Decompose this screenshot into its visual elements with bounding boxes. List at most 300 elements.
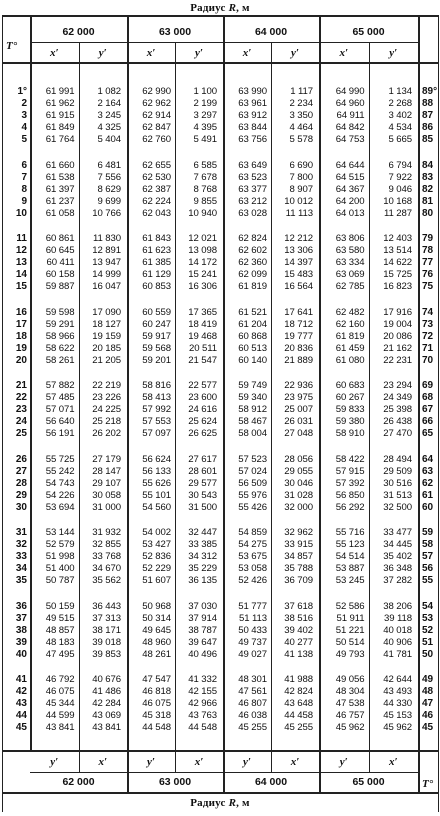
cell-y: 41 781 [383, 648, 412, 660]
cell-y: 41 138 [284, 648, 313, 660]
angle-right: 83 [422, 171, 434, 183]
angle-right: 75 [422, 281, 434, 292]
cell-y: 34 312 [188, 551, 217, 562]
cell-x: 53 427 [142, 539, 171, 550]
cell-x: 62 962 [142, 98, 171, 109]
subcolumn-header: x′ [339, 47, 349, 59]
cell-y: 3 350 [289, 110, 313, 121]
cell-x: 51 221 [335, 624, 365, 636]
cell-x: 44 548 [142, 722, 171, 733]
caption-symbol: R [228, 797, 237, 809]
cell-x: 46 075 [45, 686, 75, 697]
cell-x: 53 245 [335, 575, 365, 586]
cell-y: 34 857 [284, 551, 313, 562]
cell-y: 26 031 [284, 416, 313, 427]
cell-y: 41 988 [284, 674, 313, 685]
cell-x: 45 318 [142, 710, 171, 721]
cell-y: 4 534 [388, 122, 412, 133]
angle-left: 12 [15, 245, 27, 256]
angle-right: 56 [422, 563, 434, 574]
cell-y: 19 777 [284, 330, 313, 342]
cell-y: 39 402 [284, 624, 313, 636]
cell-y: 22 219 [92, 380, 121, 391]
cell-x: 52 586 [335, 600, 365, 612]
cell-x: 56 191 [45, 428, 75, 439]
cell-x: 63 806 [335, 233, 365, 244]
angle-left: 24 [15, 416, 27, 427]
cell-y: 45 962 [383, 722, 412, 733]
angle-right: 86 [422, 122, 434, 133]
radius-footer: 65 000 [352, 776, 385, 788]
cell-x: 55 101 [142, 489, 171, 501]
angle-left: 31 [15, 527, 27, 538]
cell-x: 51 400 [45, 563, 75, 574]
rule-line [2, 15, 438, 17]
caption-prefix: Радиус [190, 2, 226, 14]
cell-x: 57 097 [142, 428, 171, 439]
cell-y: 10 168 [383, 195, 412, 207]
angle-left: 44 [15, 710, 27, 721]
angle-right: 80 [422, 207, 434, 219]
cell-x: 59 340 [238, 392, 267, 403]
angle-right: 84 [422, 159, 434, 171]
cell-x: 49 737 [238, 636, 267, 648]
cell-x: 49 793 [335, 648, 365, 660]
cell-y: 27 179 [92, 453, 121, 465]
cell-x: 61 623 [142, 245, 171, 256]
cell-x: 48 304 [335, 686, 365, 697]
cell-y: 6 794 [388, 159, 412, 171]
cell-x: 63 523 [238, 171, 267, 183]
cell-x: 52 836 [142, 551, 171, 562]
cell-x: 61 538 [45, 171, 75, 183]
cell-y: 16 047 [92, 281, 121, 292]
cell-x: 58 622 [45, 342, 75, 354]
cell-y: 22 231 [383, 354, 412, 366]
subcolumn-header: x′ [242, 47, 252, 59]
cell-x: 62 387 [142, 183, 171, 195]
cell-x: 58 467 [238, 416, 267, 427]
cell-y: 35 562 [92, 575, 121, 586]
cell-y: 3 402 [388, 110, 412, 121]
cell-x: 60 158 [45, 269, 75, 280]
angle-left: 27 [15, 465, 27, 477]
cell-x: 62 824 [238, 233, 267, 244]
cell-y: 32 962 [284, 527, 313, 538]
cell-x: 63 912 [238, 110, 267, 121]
angle-right: 76 [422, 269, 434, 280]
cell-y: 18 712 [284, 318, 313, 330]
column-rule [319, 62, 321, 750]
cell-y: 44 548 [188, 722, 217, 733]
cell-y: 16 306 [188, 281, 217, 292]
angle-right: 65 [422, 428, 434, 439]
cell-y: 12 021 [188, 233, 217, 244]
cell-x: 59 887 [45, 281, 75, 292]
cell-y: 10 012 [284, 195, 313, 207]
cell-x: 58 912 [238, 404, 267, 415]
cell-y: 10 940 [188, 207, 217, 219]
angle-left: 35 [15, 575, 27, 586]
angle-left: 26 [15, 453, 27, 465]
angle-left: 39 [15, 636, 27, 648]
cell-x: 62 099 [238, 269, 267, 280]
cell-y: 33 768 [92, 551, 121, 562]
cell-x: 59 291 [45, 318, 75, 330]
cell-y: 39 853 [92, 648, 121, 660]
radius-header: 64 000 [254, 26, 288, 38]
caption-unit: , м [236, 797, 250, 809]
cell-y: 13 098 [188, 245, 217, 256]
angle-left: 4 [21, 122, 27, 133]
cell-x: 50 433 [238, 624, 267, 636]
cell-x: 61 819 [238, 281, 267, 292]
cell-y: 8 907 [289, 183, 313, 195]
angle-left: 38 [15, 624, 27, 636]
angle-left: 33 [15, 551, 27, 562]
cell-y: 22 936 [284, 380, 313, 391]
cell-y: 28 147 [92, 465, 121, 477]
cell-x: 61 397 [45, 183, 75, 195]
cell-y: 43 841 [92, 722, 121, 733]
subcolumn-footer: y′ [50, 756, 59, 768]
cell-x: 49 056 [335, 674, 365, 685]
cell-x: 62 043 [142, 207, 171, 219]
cell-y: 45 255 [284, 722, 313, 733]
cell-x: 56 292 [335, 501, 365, 513]
cell-y: 21 162 [383, 342, 412, 354]
column-rule [418, 15, 420, 792]
cell-y: 37 282 [383, 575, 412, 586]
angle-left: 18 [15, 330, 27, 342]
cell-x: 50 787 [45, 575, 75, 586]
cell-y: 37 618 [284, 600, 313, 612]
cell-y: 8 629 [97, 183, 121, 195]
cell-x: 46 757 [335, 710, 365, 721]
cell-y: 42 824 [284, 686, 313, 697]
cell-y: 42 155 [188, 686, 217, 697]
cell-y: 16 564 [284, 281, 313, 292]
cell-x: 57 485 [45, 392, 75, 403]
angle-left: 13 [15, 257, 27, 268]
cell-y: 21 889 [284, 354, 313, 366]
cell-x: 54 002 [142, 527, 171, 538]
cell-x: 48 960 [142, 636, 171, 648]
cell-y: 12 403 [383, 233, 412, 244]
cell-y: 40 906 [383, 636, 412, 648]
cell-y: 28 601 [188, 465, 217, 477]
cell-x: 64 515 [335, 171, 365, 183]
cell-y: 34 670 [92, 563, 121, 574]
cell-y: 20 086 [383, 330, 412, 342]
cell-x: 63 990 [238, 86, 267, 97]
angle-label-top: T° [6, 40, 18, 52]
cell-y: 4 325 [97, 122, 121, 133]
angle-right: 77 [422, 257, 434, 268]
cell-y: 9 699 [97, 195, 121, 207]
cell-y: 36 348 [383, 563, 412, 574]
angle-left: 22 [15, 392, 27, 403]
cell-x: 54 560 [142, 501, 171, 513]
angle-right: 58 [422, 539, 434, 550]
angle-left: 37 [15, 612, 27, 624]
angle-left: 3 [21, 110, 27, 121]
cell-x: 64 013 [335, 207, 365, 219]
cell-y: 39 118 [383, 612, 412, 624]
cell-x: 45 344 [45, 698, 75, 709]
cell-x: 57 915 [335, 465, 365, 477]
cell-x: 62 847 [142, 122, 171, 133]
cell-x: 60 559 [142, 306, 171, 318]
cell-y: 17 916 [383, 306, 412, 318]
cell-x: 61 764 [45, 134, 75, 145]
cell-x: 58 422 [335, 453, 365, 465]
cell-y: 35 402 [383, 551, 412, 562]
angle-right: 55 [422, 575, 434, 586]
cell-x: 55 725 [45, 453, 75, 465]
cell-y: 6 690 [289, 159, 313, 171]
cell-y: 27 617 [188, 453, 217, 465]
cell-y: 2 268 [388, 98, 412, 109]
cell-y: 17 641 [284, 306, 313, 318]
cell-y: 21 547 [188, 354, 217, 366]
cell-y: 7 800 [289, 171, 313, 183]
subcolumn-footer: x′ [290, 756, 300, 768]
cell-x: 63 212 [238, 195, 267, 207]
cell-x: 48 261 [142, 648, 171, 660]
cell-x: 60 411 [46, 257, 75, 268]
cell-x: 52 426 [238, 575, 267, 586]
cell-y: 19 468 [188, 330, 217, 342]
cell-x: 57 523 [238, 453, 267, 465]
cell-x: 59 833 [335, 404, 365, 415]
cell-y: 25 624 [188, 416, 217, 427]
cell-x: 61 080 [335, 354, 365, 366]
cell-y: 30 516 [383, 477, 412, 489]
cell-y: 23 600 [188, 392, 217, 403]
subcolumn-footer: x′ [194, 756, 204, 768]
angle-left: 9 [21, 195, 27, 207]
cell-x: 52 579 [45, 539, 75, 550]
cell-x: 58 910 [335, 428, 365, 439]
column-rule [30, 15, 32, 750]
cell-x: 60 247 [142, 318, 171, 330]
cell-y: 6 585 [193, 159, 217, 171]
subcolumn-footer: y′ [339, 756, 348, 768]
cell-x: 64 367 [335, 183, 365, 195]
cell-x: 46 807 [238, 698, 267, 709]
angle-right: 51 [422, 636, 434, 648]
cell-y: 18 419 [188, 318, 217, 330]
angle-right: 46 [422, 710, 434, 721]
rule-line [2, 62, 438, 64]
cell-x: 64 753 [335, 134, 365, 145]
cell-x: 61 237 [45, 195, 75, 207]
cell-x: 48 301 [238, 674, 267, 685]
cell-x: 63 580 [335, 245, 365, 256]
angle-right: 88 [422, 98, 434, 109]
radius-footer: 64 000 [254, 776, 288, 788]
cell-x: 51 113 [238, 612, 267, 624]
cell-y: 12 891 [92, 245, 121, 256]
cell-y: 2 164 [97, 98, 121, 109]
cell-x: 51 777 [238, 600, 267, 612]
cell-x: 54 859 [238, 527, 267, 538]
cell-x: 44 599 [45, 710, 75, 721]
angle-left: 19 [15, 342, 27, 354]
rule-line [2, 792, 438, 794]
angle-right: 74 [422, 306, 434, 318]
cell-y: 37 030 [188, 600, 217, 612]
angle-right: 49 [422, 674, 434, 685]
cell-x: 61 385 [142, 257, 171, 268]
cell-x: 60 267 [335, 392, 365, 403]
cell-x: 64 644 [335, 159, 365, 171]
cell-x: 57 024 [238, 465, 267, 477]
cell-y: 4 395 [193, 122, 217, 133]
cell-x: 60 861 [45, 233, 75, 244]
cell-x: 58 966 [45, 330, 75, 342]
angle-right: 61 [422, 489, 434, 501]
column-rule [127, 62, 129, 750]
angle-right: 63 [422, 465, 434, 477]
cell-y: 11 287 [383, 207, 412, 219]
cell-x: 46 038 [238, 710, 267, 721]
angle-left: 30 [15, 501, 27, 513]
angle-left: 8 [21, 183, 27, 195]
cell-y: 20 185 [92, 342, 121, 354]
angle-right: 82 [422, 183, 434, 195]
cell-x: 61 819 [335, 330, 365, 342]
cell-x: 62 785 [335, 281, 365, 292]
caption-prefix: Радиус [190, 797, 226, 809]
cell-y: 32 447 [188, 527, 217, 538]
cell-y: 24 616 [188, 404, 217, 415]
cell-y: 8 768 [193, 183, 217, 195]
cell-x: 62 655 [142, 159, 171, 171]
cell-x: 50 968 [142, 600, 171, 612]
cell-y: 42 966 [188, 698, 217, 709]
angle-left: 28 [15, 477, 27, 489]
radius-header: 62 000 [62, 26, 95, 38]
cell-x: 64 960 [335, 98, 365, 109]
cell-y: 3 297 [193, 110, 217, 121]
cell-y: 33 385 [188, 539, 217, 550]
subcolumn-footer: x′ [388, 756, 398, 768]
cell-x: 55 123 [335, 539, 365, 550]
column-rule [175, 42, 176, 750]
cell-y: 22 577 [188, 380, 217, 391]
cell-x: 61 521 [238, 306, 267, 318]
cell-x: 46 818 [142, 686, 171, 697]
angle-left: 40 [15, 648, 27, 660]
subcolumn-header: y′ [291, 47, 299, 59]
cell-y: 23 226 [92, 392, 121, 403]
cell-x: 57 992 [142, 404, 171, 415]
cell-x: 61 915 [45, 110, 75, 121]
cell-x: 61 129 [142, 269, 171, 280]
cell-y: 1 117 [290, 86, 313, 97]
angle-right: 73 [422, 318, 434, 330]
cell-x: 59 568 [142, 342, 171, 354]
cell-x: 60 645 [45, 245, 75, 256]
cell-x: 48 183 [45, 636, 75, 648]
cell-y: 17 365 [188, 306, 217, 318]
cell-x: 63 377 [238, 183, 267, 195]
cell-x: 61 849 [45, 122, 75, 133]
angle-right: 89° [422, 86, 438, 97]
cell-x: 56 640 [45, 416, 75, 427]
cell-y: 40 676 [92, 674, 121, 685]
cell-y: 5 404 [97, 134, 121, 145]
subcolumn-header: y′ [389, 47, 398, 59]
cell-x: 64 200 [335, 195, 365, 207]
cell-x: 47 547 [142, 674, 171, 685]
angle-right: 47 [422, 698, 434, 709]
cell-y: 23 294 [383, 380, 412, 391]
cell-y: 30 046 [284, 477, 313, 489]
radius-caption-top [0, 2, 440, 14]
subcolumn-header: y′ [195, 47, 203, 59]
cell-x: 59 380 [335, 416, 365, 427]
cell-x: 55 426 [238, 501, 267, 513]
subcolumn-footer: x′ [98, 756, 108, 768]
cell-x: 43 841 [45, 722, 75, 733]
angle-left: 32 [15, 539, 27, 550]
column-rule [79, 42, 80, 750]
cell-y: 5 491 [193, 134, 217, 145]
cell-x: 54 514 [335, 551, 365, 562]
cell-y: 26 202 [92, 428, 121, 439]
caption-symbol: R [228, 2, 237, 14]
angle-right: 72 [422, 330, 434, 342]
subcolumn-header: x′ [49, 47, 59, 59]
cell-y: 43 069 [92, 710, 121, 721]
angle-right: 53 [422, 612, 434, 624]
angle-right: 79 [422, 233, 434, 244]
cell-y: 43 763 [188, 710, 217, 721]
cell-x: 53 675 [238, 551, 267, 562]
cell-x: 61 204 [238, 318, 267, 330]
cell-y: 7 922 [388, 171, 412, 183]
angle-left: 17 [15, 318, 27, 330]
cell-x: 62 602 [238, 245, 267, 256]
cell-y: 25 398 [383, 404, 412, 415]
angle-label-bottom: T° [422, 778, 434, 790]
cell-x: 56 624 [142, 453, 171, 465]
cell-y: 14 397 [284, 257, 313, 268]
cell-x: 63 961 [238, 98, 267, 109]
cell-y: 35 788 [284, 563, 313, 574]
cell-y: 17 090 [92, 306, 121, 318]
cell-x: 63 844 [238, 122, 267, 133]
cell-y: 1 134 [388, 86, 412, 97]
cell-x: 53 144 [45, 527, 75, 538]
angle-right: 54 [422, 600, 434, 612]
column-rule [2, 15, 3, 812]
angle-left: 6 [21, 159, 27, 171]
cell-y: 5 578 [289, 134, 313, 145]
cell-x: 62 914 [142, 110, 171, 121]
cell-y: 29 107 [92, 477, 121, 489]
radius-caption-bottom [0, 797, 440, 809]
angle-left: 25 [15, 428, 27, 439]
angle-left: 20 [15, 354, 27, 366]
cell-y: 32 855 [92, 539, 121, 550]
cell-x: 52 229 [142, 563, 171, 574]
cell-x: 62 760 [142, 134, 171, 145]
cell-y: 26 438 [383, 416, 412, 427]
